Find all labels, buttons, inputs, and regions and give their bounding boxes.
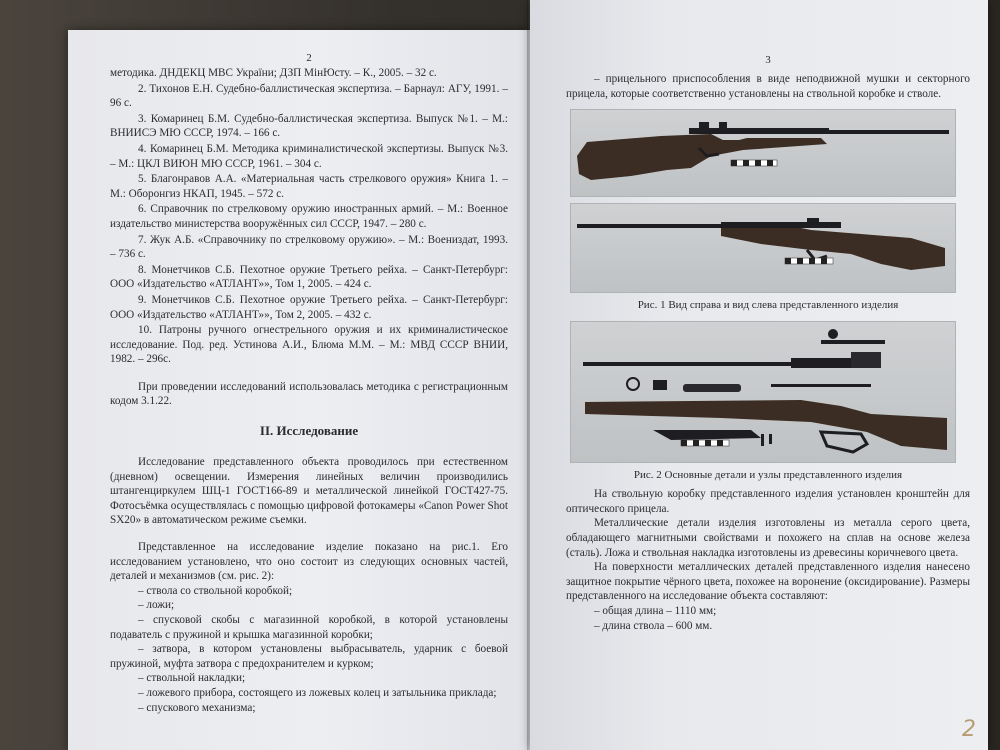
parts-list-item: – спускового механизма; <box>138 701 256 714</box>
figure-1-caption: Рис. 1 Вид справа и вид слева представленного изделия <box>637 299 899 312</box>
paragraph-sights: – прицельного приспособления в виде неподвижной мушки и секторного прицела, которые соответственно установлены на ствольной коробке и стволе. <box>566 73 970 100</box>
page-number: 2 <box>306 52 312 64</box>
paragraph-scope-bracket: На ствольную коробку представленного изделия установлен кронштейн для оптического прицела. <box>566 488 970 515</box>
reference-item: 8. Монетчиков С.Б. Пехотное оружие Третьего рейха. – Санкт-Петербург: ООО «Издательство «АТЛАНТ»», Том 1, 2005. – 424 с. <box>110 263 508 291</box>
reference-item: 10. Патроны ручного огнестрельного оружия и их криминалистическое исследование. Под. ред. Устинова А.И., Блюма М.М. – М.: МВД СССР ВНИИ, 1982. – 296с. <box>110 324 508 366</box>
parts-list-item: – ложи; <box>138 599 175 612</box>
rifle-photo-right-side <box>570 109 956 197</box>
paragraph-parts-intro: Представленное на исследование изделие показано на рис.1. Его исследованием установлено, что оно состоит из следующих основных частей, деталей и механизмов (см. рис. 2): <box>110 541 508 583</box>
paragraph-lighting: Исследование представленного объекта проводилось при естественном (дневном) освещении. Измерения линейных величин производились штангенциркулем ШЦ-1 ГОСТ166-89 и металлической линейкой ГОСТ427-75. Фотосъёмка осуществлялась с помощью цифровой фотокамеры «Canon Power Shot SX20» в автоматическом режиме съемки. <box>110 456 508 527</box>
reference-item: 3. Комаринец Б.М. Судебно-баллистическая экспертиза. Выпуск №1. – М.: ВНИИСЭ МЮ СССР, 1974. – 166 с. <box>110 112 508 140</box>
parts-list-item: – ствольной накладки; <box>138 672 246 685</box>
rifle-parts-photo <box>570 321 956 463</box>
rifle-left-side-illustration <box>571 204 955 292</box>
rifle-right-side-illustration <box>571 110 955 196</box>
page-number: 3 <box>765 54 771 66</box>
reference-item: 4. Комаринец Б.М. Методика криминалистической экспертизы. Выпуск №3. – М.: ЦКЛ ВИЮН МЮ СССР, 1961. – 304 с. <box>110 142 508 170</box>
paragraph-coating: На поверхности металлических деталей представленного изделия нанесено защитное покрытие чёрного цвета, похожее на воронение (оксидирование). Размеры представленного на исследование объекта составляют: <box>566 561 970 603</box>
rifle-photo-left-side <box>570 203 956 293</box>
right-page <box>530 0 988 750</box>
method-note: При проведении исследований использовалась методика с регистрационным кодом 3.1.22. <box>110 380 508 408</box>
parts-list-item: – спусковой скобы с магазинной коробкой, в которой установлены подаватель с пружиной и крышка магазинной коробки; <box>110 614 508 641</box>
parts-list-item: – ложевого прибора, состоящего из ложевых колец и затыльника приклада; <box>138 686 497 699</box>
rifle-parts-illustration <box>571 322 955 462</box>
reference-item: 6. Справочник по стрелковому оружию иностранных армий. – М.: Военное издательство министерства вооружённых сил СССР, 1947. – 280 с. <box>110 203 508 230</box>
paragraph-materials: Металлические детали изделия изготовлены из металла серого цвета, обладающего магнитными свойствами и похожего на сплав на основе железа (сталь). Ложа и ствольная накладка изготовлены из древесины коричневого цвета. <box>566 517 970 559</box>
left-page <box>68 30 530 750</box>
reference-item: 2. Тихонов Е.Н. Судебно-баллистическая экспертиза. – Барнаул: АГУ, 1991. – 96 с. <box>110 82 508 110</box>
handwritten-page-mark: 2 <box>962 717 976 742</box>
reference-item: 5. Благонравов А.А. «Материальная часть стрелкового оружия» Книга 1. – М.: Оборонгиз НКАП, 1945. – 572 с. <box>110 173 508 200</box>
section-heading: II. Исследование <box>259 423 359 439</box>
dimension-item: – длина ствола – 600 мм. <box>594 619 713 632</box>
reference-item: 7. Жук А.Б. «Справочнику по стрелковому оружию». – М.: Воениздат, 1993. – 736 с. <box>110 233 508 261</box>
parts-list-item: – затвора, в котором установлены выбрасыватель, ударник с боевой пружиной, муфта затвора с предохранителем и курком; <box>110 643 508 670</box>
reference-item: методика. ДНДЕКЦ МВС України; ДЗП МінЮсту. – К., 2005. – 32 с. <box>110 67 437 79</box>
parts-list-item: – ствола со ствольной коробкой; <box>138 584 293 597</box>
reference-item: 9. Монетчиков С.Б. Пехотное оружие Третьего рейха. – Санкт-Петербург: ООО «Издательство «АТЛАНТ»», Том 2, 2005. – 432 с. <box>110 293 508 321</box>
dimension-item: – общая длина – 1110 мм; <box>594 604 717 617</box>
figure-2-caption: Рис. 2 Основные детали и узлы представленного изделия <box>633 469 903 482</box>
